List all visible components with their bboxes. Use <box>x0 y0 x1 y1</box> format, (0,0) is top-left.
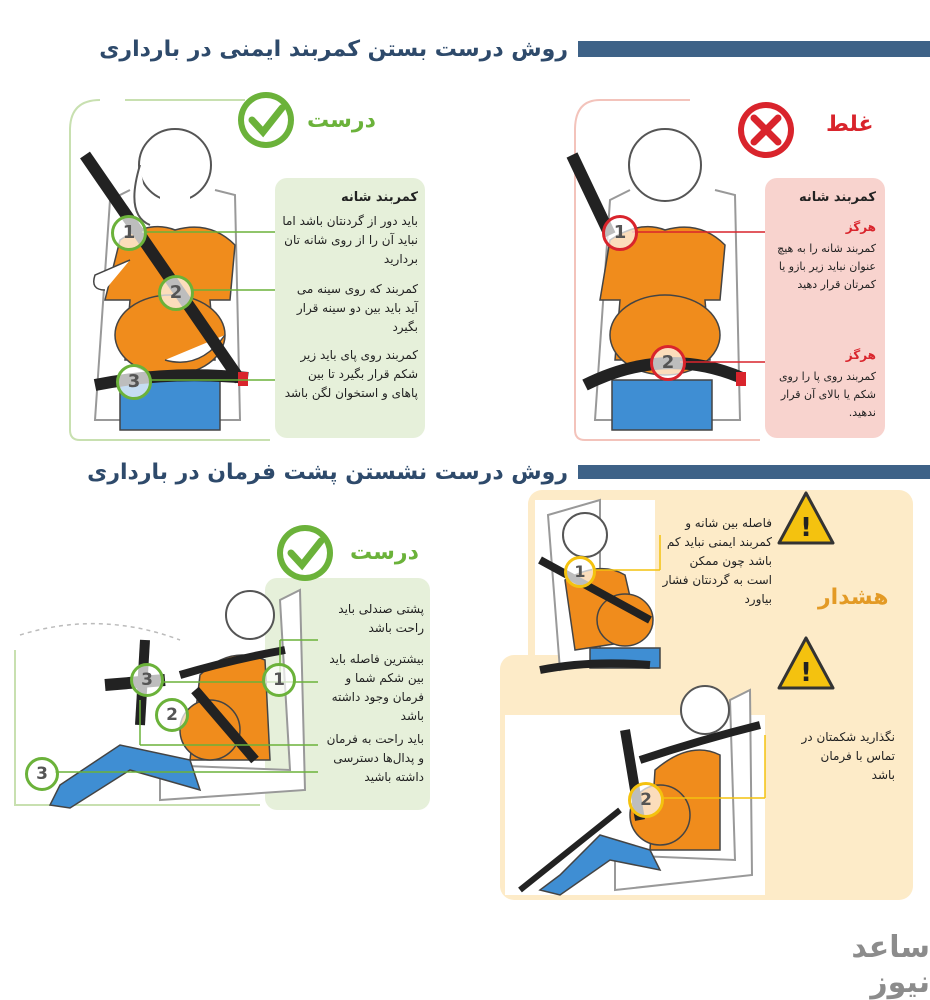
correct-heading: کمربند شانه <box>340 190 418 205</box>
marker-drive-3b: 3 <box>25 757 59 791</box>
marker-correct-1: 1 <box>111 215 147 251</box>
svg-text:!: ! <box>800 513 812 543</box>
drive-note-1: پشتی صندلی باید راحت باشد <box>338 602 424 635</box>
warning-note-2: نگذارید شکمتان در تماس با فرمان باشد <box>801 730 895 782</box>
marker-warning-2: 2 <box>628 782 664 818</box>
correct-label: درست <box>307 108 376 133</box>
wrong-heading: کمربند شانه <box>798 190 876 205</box>
drive-correct-label: درست <box>350 540 419 565</box>
marker-drive-3a: 3 <box>130 663 164 697</box>
svg-text:!: ! <box>800 658 812 688</box>
marker-wrong-1: 1 <box>602 215 638 251</box>
wrong-never-2: هرگز <box>845 348 876 362</box>
section2-title: روش درست نشستن پشت فرمان در بارداری <box>87 460 568 485</box>
wrong-note-1: کمربند شانه را به هیچ عنوان نباید زیر بازو یا کمرتان قرار دهید <box>777 242 876 291</box>
marker-drive-1: 1 <box>262 663 296 697</box>
correct-note-1: باید دور از گردنتان باشد اما نباید آن را از روی شانه تان بردارید <box>282 214 418 266</box>
drive-note-3: باید راحت به فرمان و پدال‌ها دسترسی داشته باشید <box>326 732 424 784</box>
watermark-logo: ساعد نیوز <box>851 930 930 1000</box>
marker-drive-2: 2 <box>155 698 189 732</box>
correct-note-3: کمربند روی پای باید زیر شکم قرار بگیرد تا بین پاهای و استخوان لگن باشد <box>284 348 418 400</box>
correct-note-2: کمربند که روی سینه می آید باید بین دو سینه قرار بگیرد <box>296 282 418 334</box>
section1-title: روش درست بستن کمربند ایمنی در بارداری <box>99 37 568 62</box>
warning-label: هشدار <box>818 585 889 610</box>
marker-warning-1: 1 <box>564 556 596 588</box>
section2-title-bar <box>578 465 930 479</box>
wrong-never-1: هرگز <box>845 220 876 234</box>
marker-correct-2: 2 <box>158 275 194 311</box>
wrong-note-2: کمربند روی پا را روی شکم یا بالای آن قرار ندهید. <box>778 370 876 419</box>
wrong-label: غلط <box>826 112 874 137</box>
warning-note-1: فاصله بین شانه و کمربند ایمنی نباید کم باشد چون ممکن است به گردنتان فشار بیاورد <box>662 516 772 606</box>
marker-wrong-2: 2 <box>650 345 686 381</box>
marker-correct-3: 3 <box>116 364 152 400</box>
drive-note-2: بیشترین فاصله باید بین شکم شما و فرمان وجود داشته باشد <box>329 652 424 723</box>
